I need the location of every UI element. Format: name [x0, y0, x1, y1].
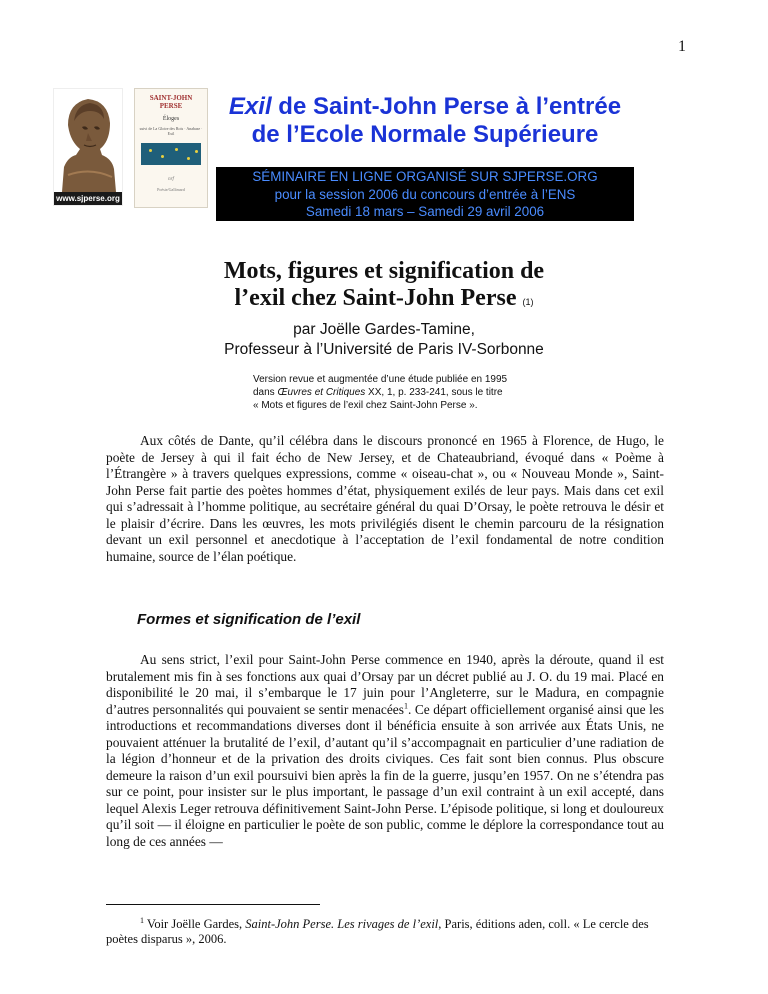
author-portrait-image	[53, 88, 123, 206]
footnote-ref[interactable]: 1	[403, 701, 408, 711]
article-title-line2: l’exil chez Saint-John Perse	[234, 285, 517, 311]
page-number: 1	[678, 38, 686, 55]
book-publisher: Poésie/Gallimard	[157, 187, 185, 192]
author-name: par Joëlle Gardes-Tamine,	[293, 321, 475, 338]
article-title-note: (1)	[522, 297, 534, 307]
header-title-line2: de l’Ecole Normale Supérieure	[251, 121, 599, 148]
journal-title: Œuvres et Critiques	[277, 387, 366, 398]
seminar-line3: Samedi 18 mars – Samedi 29 avril 2006	[305, 204, 545, 219]
article-title	[150, 258, 618, 316]
header-title-italic: Exil	[228, 93, 272, 120]
footnote-divider	[106, 904, 320, 905]
footnote-number: 1	[140, 915, 144, 925]
header-title	[215, 93, 635, 149]
seminar-banner	[216, 167, 634, 221]
book-subtitle: suivi de La Gloire des Rois · Anabase · Exil	[139, 126, 203, 136]
book-cover-image	[134, 88, 208, 208]
seminar-line2: pour la session 2006 du concours d’entrée à l’ENS	[274, 186, 576, 202]
book-cover-illustration	[141, 143, 201, 165]
version-note-line1: Version revue et augmentée d’une étude publiée en 1995	[253, 374, 508, 385]
footnote-book-title: Saint-John Perse. Les rivages de l’exil	[245, 917, 439, 931]
book-author: SAINT-JOHN PERSE	[149, 94, 193, 110]
footnote: $^1$ Voir Joëlle Gardes, Saint-John Perse. Les rivages de l’exil, Paris, éditions aden, coll. « Le cercle des poètes disparus », 2006.	[106, 915, 649, 946]
version-note-line2: dans Œuvres et Critiques XX, 1, p. 233-241, sous le titre	[253, 387, 503, 398]
author-affiliation: Professeur à l’Université de Paris IV-Sorbonne	[224, 340, 544, 358]
version-note-line3: « Mots et figures de l’exil chez Saint-John Perse ».	[253, 400, 478, 411]
book-publisher-mark: nrf	[168, 177, 174, 182]
intro-paragraph: Aux côtés de Dante, qu’il célébra dans le discours prononcé en 1965 à Florence, de Hugo, le poète de Jersey à qui il fait écho de New Jersey, et de Chateaubriand, évoqué dans « Poème à l’Étrangère » à travers quelques expressions, comme « oiseau-chat », ou « Nouveau Monde », Saint-John Perse fait partie des poètes hommes d’état, physiquement exilés de leur pays. Mais dans cet exil qui s’adressait à l’homme politique, au secrétaire général du quai D’Orsay, le poète retrouva le désir et le plaisir d’écrire. Dans les œuvres, les mots privilégiés disent le chemin parcouru de la résignation devant un exil personnel et anecdotique à l’acceptation de l’exil fondamental de notre condition humaine, source de l’élan poétique.	[106, 433, 664, 564]
version-note	[253, 373, 593, 412]
seminar-line1: SÉMINAIRE EN LIGNE ORGANISÉ SUR SJPERSE.ORG	[252, 169, 598, 184]
portrait-bust-icon	[54, 89, 122, 192]
portrait-site-label: www.sjperse.org	[54, 192, 122, 205]
book-title: Éloges	[162, 116, 180, 122]
article-title-line1: Mots, figures et signification de	[223, 258, 545, 284]
header-title-rest: de Saint-John Perse à l’entrée	[271, 93, 622, 120]
body-paragraph: Au sens strict, l’exil pour Saint-John Perse commence en 1940, après la déroute, quand il est brutalement mis fin à ses fonctions aux quai d’Orsay par un décret publié au J. O. du 19 mai. Placé en disponibilité le 20 mai, il s’embarque le 17 juin pour l’Angleterre, sur le Madura, en compagnie d’autres personnalités qui pouvaient se sentir menacées$^1$. Ce départ officiellement organisé ainsi que les introductions et recommandations diverses dont il bénéficia ensuite à son arrivée aux États Unis, ne pouvaient atténuer la brutalité de l’exil, d’autant qu’il s’accompagnait en particulier d’une radiation de la légion d’honneur et de la privation des droits civiques. Ces fait sont bien connus. Plus obscure demeure la raison d’un exil poursuivi bien après la fin de la guerre, jusqu’en 1957. On ne s’étendra pas sur ce point, pour insister sur le plus important, le passage d’un exil contraint à un exil accepté, dans lequel Alexis Leger retrouva définitivement Saint-John Perse. L’épisode politique, si long et douloureux qu’il soit — il éloigne en particulier le poète de son public, comme le déplore la correspondance tout au long de ces années —	[106, 652, 664, 849]
article-author	[150, 320, 618, 359]
section-heading: Formes et signification de l’exil	[137, 611, 361, 628]
